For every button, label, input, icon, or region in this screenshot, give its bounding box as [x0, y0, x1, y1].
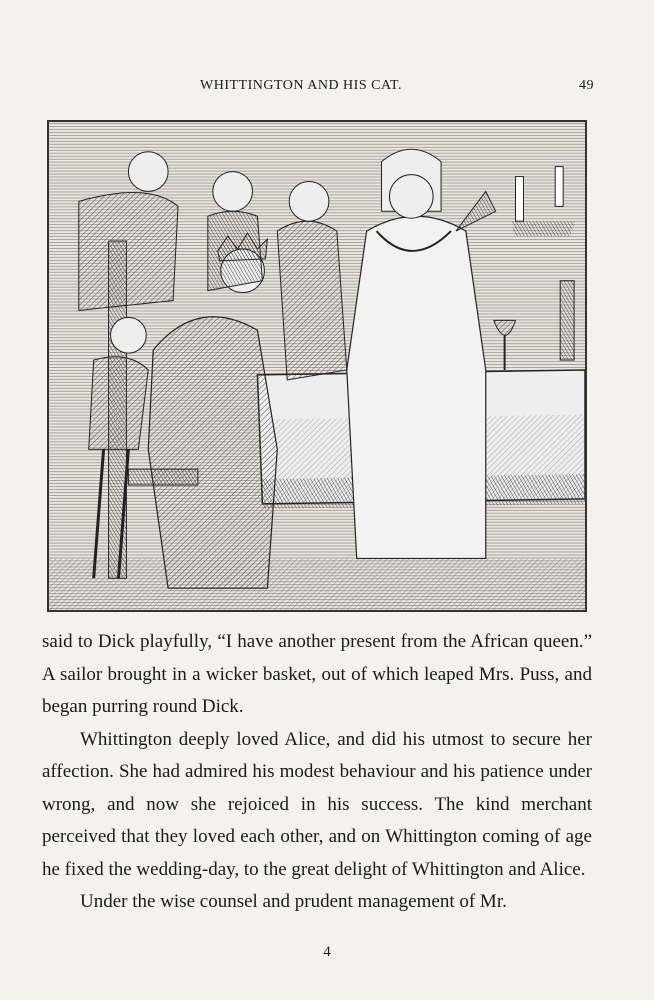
running-title: WHITTINGTON AND HIS CAT.: [200, 78, 403, 93]
paragraph: said to Dick playfully, “I have another present from the African queen.” A sailor brought in a wicker basket, out of which leaped Mrs. Puss, and began purring round Dick.: [42, 631, 592, 717]
engraving-illustration: [47, 120, 587, 612]
paragraph: Under the wise counsel and prudent management of Mr.: [80, 891, 507, 912]
banquet-scene-engraving: [49, 122, 585, 610]
page-header: [0, 78, 654, 98]
page-number: 49: [579, 78, 594, 93]
paragraph: Whittington deeply loved Alice, and did his utmost to secure her affection. She had admired his modest behaviour and his patience under wrong, and now she rejoiced in his success. The kind merchant perceived that they loved each other, and on Whittington coming of age he fixed the wedding-day, to the great delight of Whittington and Alice.: [42, 728, 592, 880]
body-text: [42, 626, 592, 919]
signature-mark: 4: [323, 944, 331, 960]
